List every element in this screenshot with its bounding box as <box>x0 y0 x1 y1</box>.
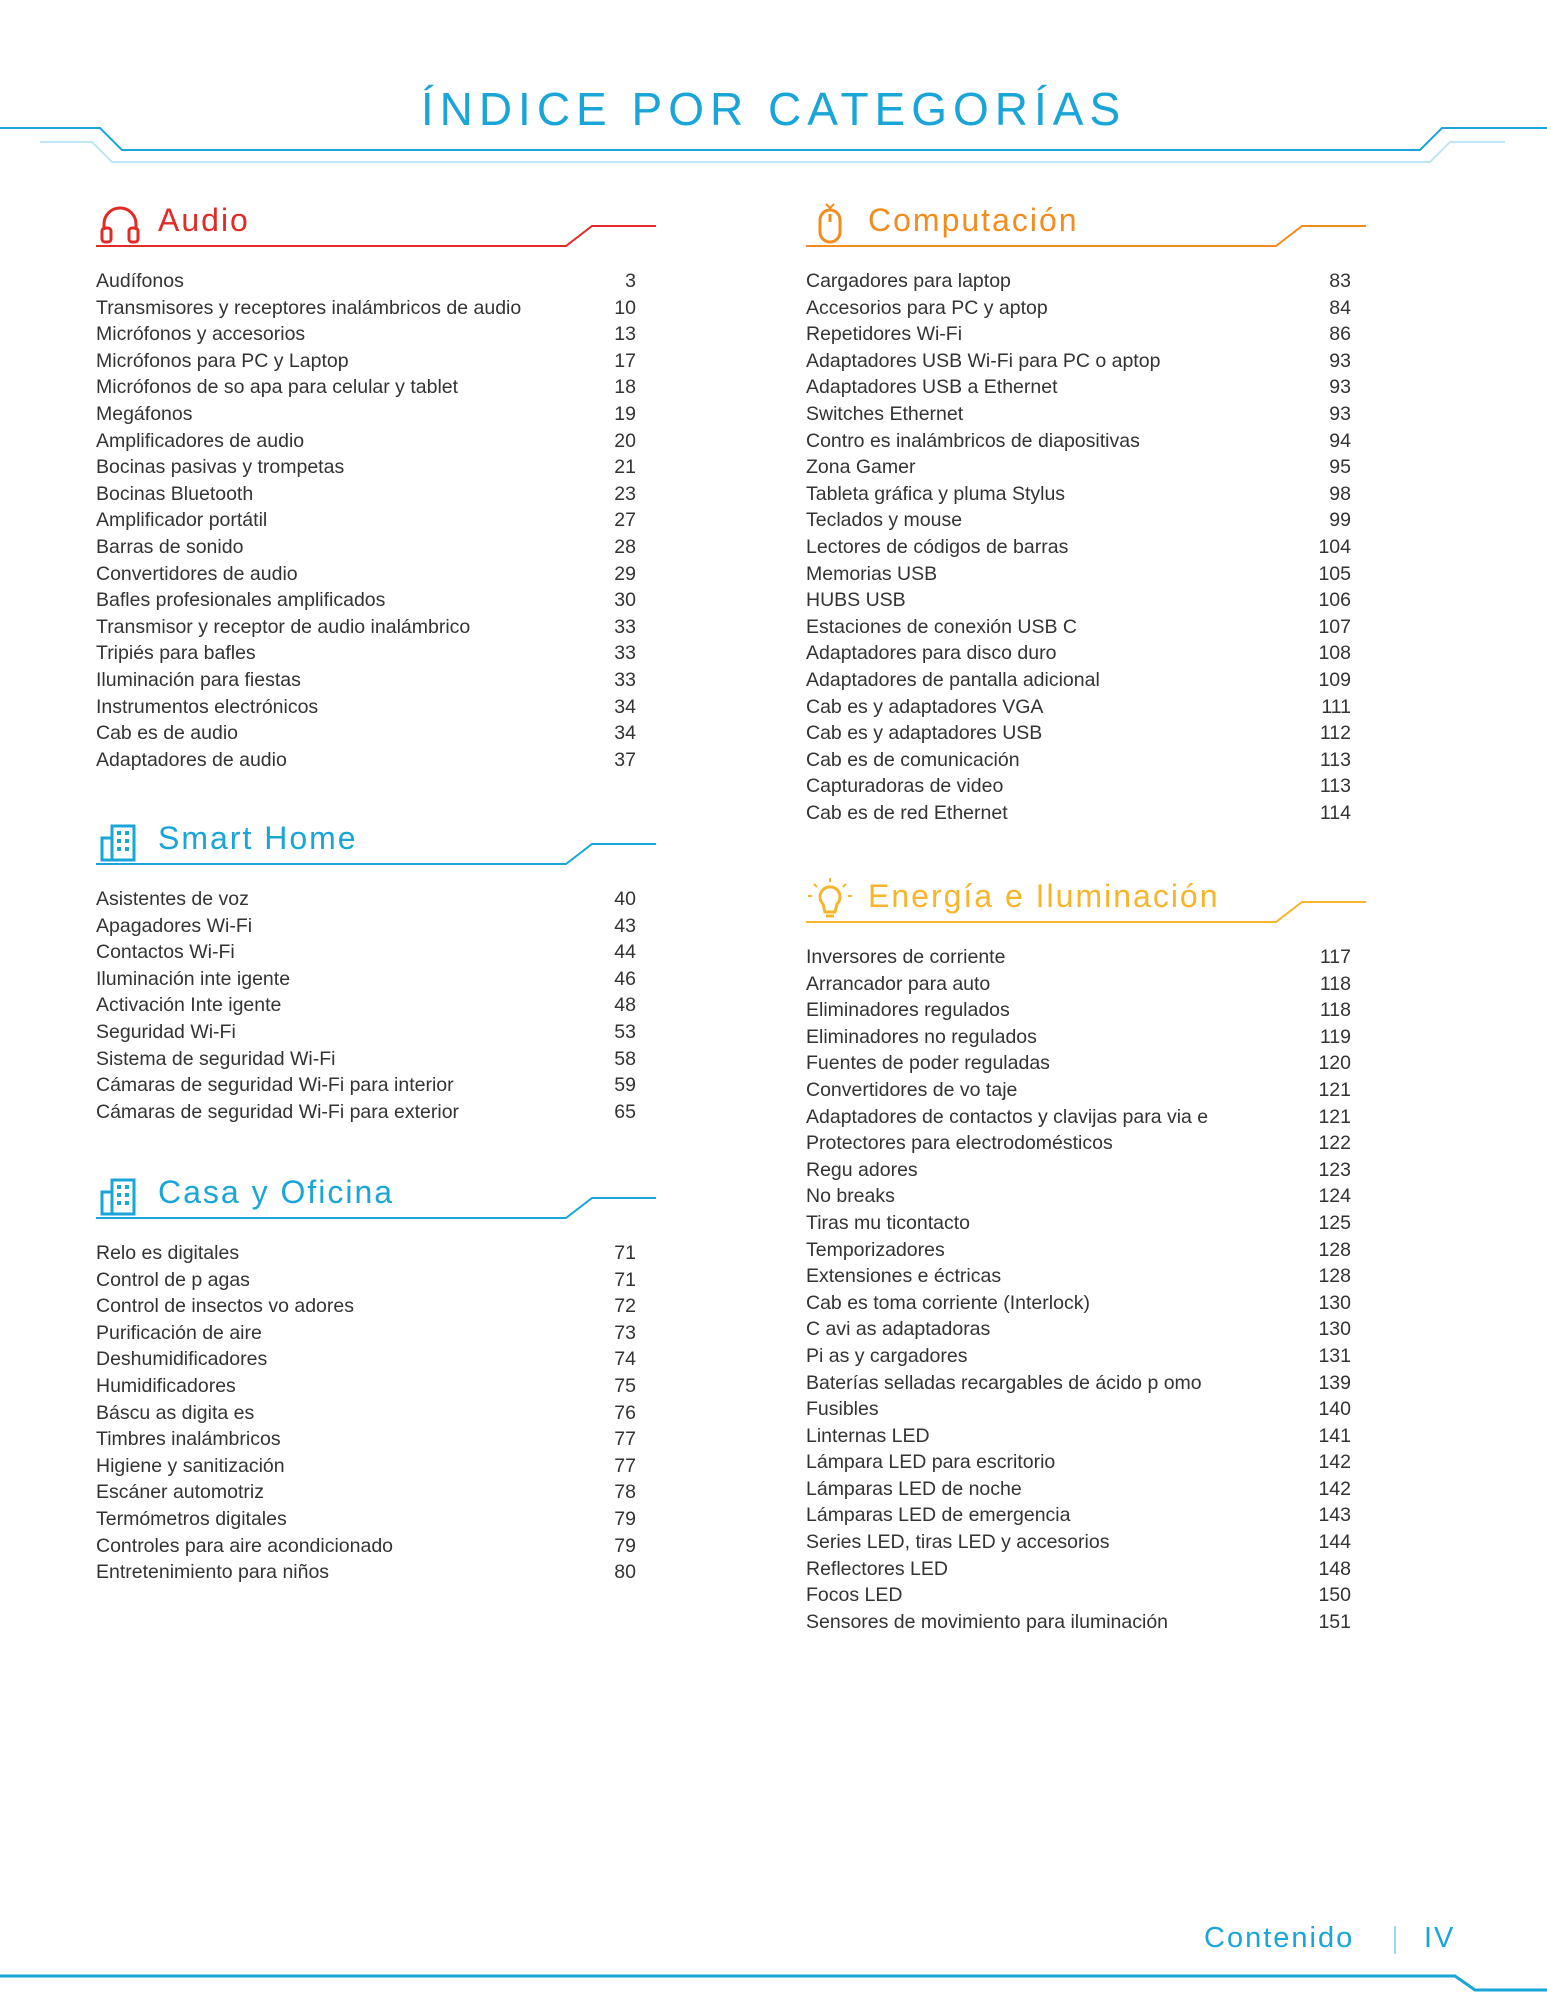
entry-list <box>806 268 1351 826</box>
entry-page-number: 148 <box>1318 1557 1351 1580</box>
index-entry <box>96 1293 636 1320</box>
index-entry <box>806 720 1351 747</box>
index-entry <box>96 1099 636 1126</box>
entry-page-number: 119 <box>1319 1025 1351 1048</box>
index-entry <box>806 747 1351 774</box>
index-entry <box>806 1476 1351 1503</box>
section-smart-home <box>96 814 636 1125</box>
entry-page-number: 128 <box>1318 1265 1351 1288</box>
entry-page-number: 34 <box>614 695 636 718</box>
index-entry <box>96 1240 636 1267</box>
entry-page-number: 120 <box>1318 1052 1351 1075</box>
index-entry <box>96 1320 636 1347</box>
index-entry <box>96 534 636 561</box>
entry-page-number: 80 <box>614 1561 636 1584</box>
entry-page-number: 44 <box>614 941 636 964</box>
mouse-icon <box>808 202 852 246</box>
entry-name: Adaptadores para disco duro <box>806 642 1057 665</box>
entry-list <box>96 886 636 1125</box>
entry-name: Micrófonos de so apa para celular y tablet <box>96 376 459 399</box>
entry-name: Contactos Wi-Fi <box>96 941 235 964</box>
entry-list <box>96 1240 636 1586</box>
entry-name: Sensores de movimiento para iluminación <box>806 1610 1169 1633</box>
entry-page-number: 109 <box>1318 668 1351 691</box>
entry-name: Arrancador para auto <box>806 972 991 995</box>
index-entry <box>96 1346 636 1373</box>
entry-page-number: 128 <box>1318 1238 1351 1261</box>
page-title: ÍNDICE POR CATEGORÍAS <box>420 83 1127 135</box>
entry-page-number: 95 <box>1329 456 1351 479</box>
index-entry <box>96 966 636 993</box>
entry-page-number: 30 <box>614 589 636 612</box>
index-entry <box>806 534 1351 561</box>
entry-name: Linternas LED <box>806 1424 930 1447</box>
entry-page-number: 75 <box>614 1374 636 1397</box>
section-computacion <box>806 196 1351 826</box>
entry-name: Accesorios para PC y aptop <box>806 296 1048 319</box>
index-entry <box>806 481 1351 508</box>
entry-name: Entretenimiento para niños <box>96 1561 330 1584</box>
entry-page-number: 105 <box>1318 562 1351 585</box>
entry-page-number: 122 <box>1318 1132 1351 1155</box>
entry-page-number: 72 <box>614 1295 636 1318</box>
index-entry <box>806 428 1351 455</box>
section-casa-oficina <box>96 1168 636 1586</box>
entry-name: Cab es y adaptadores VGA <box>806 695 1044 718</box>
entry-name: Fusibles <box>806 1398 879 1421</box>
index-entry <box>806 348 1351 375</box>
section-header <box>96 196 636 254</box>
entry-name: Convertidores de audio <box>96 562 298 585</box>
index-entry <box>806 1183 1351 1210</box>
entry-page-number: 86 <box>1329 323 1351 346</box>
index-entry <box>96 886 636 913</box>
entry-name: Bafles profesionales amplificados <box>96 589 386 612</box>
entry-page-number: 71 <box>614 1268 636 1291</box>
entry-page-number: 144 <box>1318 1531 1351 1554</box>
entry-page-number: 74 <box>614 1348 636 1371</box>
entry-name: Adaptadores USB a Ethernet <box>806 376 1058 399</box>
entry-name: Eliminadores regulados <box>806 999 1010 1022</box>
section-title: Smart Home <box>158 820 358 856</box>
entry-name: Barras de sonido <box>96 535 244 558</box>
section-title: Audio <box>158 202 250 238</box>
entry-page-number: 93 <box>1329 402 1351 425</box>
entry-page-number: 58 <box>614 1047 636 1070</box>
entry-page-number: 121 <box>1318 1078 1351 1101</box>
entry-name: Cab es de comunicación <box>806 748 1020 771</box>
index-entry <box>96 640 636 667</box>
index-entry <box>96 507 636 534</box>
entry-page-number: 107 <box>1318 615 1351 638</box>
index-entry <box>96 1426 636 1453</box>
entry-name: Control de insectos vo adores <box>96 1295 354 1318</box>
index-entry <box>96 992 636 1019</box>
entry-page-number: 79 <box>614 1534 636 1557</box>
index-entry <box>806 507 1351 534</box>
footer-separator <box>1394 1926 1396 1954</box>
index-entry <box>96 1072 636 1099</box>
index-entry <box>96 913 636 940</box>
index-entry <box>806 1104 1351 1131</box>
entry-name: Lámpara LED para escritorio <box>806 1451 1056 1474</box>
entry-page-number: 108 <box>1318 642 1351 665</box>
index-entry <box>96 1479 636 1506</box>
entry-name: Higiene y sanitización <box>96 1454 285 1477</box>
entry-name: Seguridad Wi-Fi <box>96 1020 236 1043</box>
entry-name: Pi as y cargadores <box>806 1344 968 1367</box>
entry-page-number: 125 <box>1318 1211 1351 1234</box>
entry-name: Estaciones de conexión USB C <box>806 615 1077 638</box>
index-entry <box>96 428 636 455</box>
index-entry <box>806 640 1351 667</box>
index-entry <box>96 295 636 322</box>
entry-page-number: 150 <box>1318 1584 1351 1607</box>
entry-name: Teclados y mouse <box>806 509 963 532</box>
index-entry <box>96 747 636 774</box>
entry-page-number: 83 <box>1329 270 1351 292</box>
entry-page-number: 93 <box>1329 376 1351 399</box>
index-entry <box>806 1263 1351 1290</box>
index-entry <box>96 401 636 428</box>
entry-name: Escáner automotriz <box>96 1481 264 1504</box>
index-entry <box>96 1506 636 1533</box>
index-entry <box>806 454 1351 481</box>
entry-name: Regu adores <box>806 1158 918 1181</box>
headphones-icon <box>98 202 142 246</box>
entry-page-number: 40 <box>614 888 636 910</box>
entry-list <box>806 944 1351 1635</box>
entry-name: Control de p agas <box>96 1268 250 1291</box>
index-entry <box>96 1019 636 1046</box>
entry-page-number: 121 <box>1318 1105 1351 1128</box>
entry-page-number: 130 <box>1318 1291 1351 1314</box>
index-entry <box>806 773 1351 800</box>
entry-name: Temporizadores <box>806 1238 945 1261</box>
index-entry <box>806 800 1351 827</box>
entry-name: Transmisores y receptores inalámbricos de audio <box>96 296 522 319</box>
entry-name: Cargadores para laptop <box>806 270 1011 292</box>
entry-page-number: 94 <box>1329 429 1351 452</box>
entry-name: Tripiés para bafles <box>96 642 256 665</box>
index-entry <box>96 614 636 641</box>
entry-page-number: 84 <box>1329 296 1351 319</box>
index-entry <box>96 1533 636 1560</box>
entry-name: C avi as adaptadoras <box>806 1318 991 1341</box>
entry-page-number: 76 <box>614 1401 636 1424</box>
entry-name: Cab es y adaptadores USB <box>806 722 1043 745</box>
entry-name: No breaks <box>806 1185 895 1208</box>
index-entry <box>96 667 636 694</box>
entry-page-number: 33 <box>614 642 636 665</box>
entry-page-number: 3 <box>625 270 636 292</box>
entry-page-number: 27 <box>614 509 636 532</box>
entry-page-number: 17 <box>614 349 636 372</box>
entry-name: Cab es toma corriente (Interlock) <box>806 1291 1090 1314</box>
entry-name: Iluminación para fiestas <box>96 668 301 691</box>
index-entry <box>806 614 1351 641</box>
index-entry <box>96 1373 636 1400</box>
index-entry <box>806 1077 1351 1104</box>
footer-label: Contenido <box>1204 1922 1355 1954</box>
section-header <box>96 1168 636 1226</box>
entry-name: Lámparas LED de emergencia <box>806 1504 1071 1527</box>
entry-name: Audífonos <box>96 270 184 292</box>
index-entry <box>806 401 1351 428</box>
entry-name: Tableta gráfica y pluma Stylus <box>806 482 1066 505</box>
entry-name: Switches Ethernet <box>806 402 964 425</box>
index-entry <box>806 1609 1351 1636</box>
index-entry <box>96 1046 636 1073</box>
entry-page-number: 19 <box>614 402 636 425</box>
index-entry <box>806 561 1351 588</box>
entry-page-number: 46 <box>614 967 636 990</box>
section-header <box>806 872 1351 930</box>
entry-name: Megáfonos <box>96 402 193 425</box>
index-entry <box>806 1423 1351 1450</box>
entry-page-number: 117 <box>1319 946 1351 968</box>
index-entry <box>806 374 1351 401</box>
entry-page-number: 48 <box>614 994 636 1017</box>
entry-name: Asistentes de voz <box>96 888 249 910</box>
index-entry <box>96 454 636 481</box>
entry-page-number: 112 <box>1319 722 1351 745</box>
index-entry <box>806 268 1351 295</box>
lightbulb-icon <box>808 878 852 922</box>
entry-name: Fuentes de poder reguladas <box>806 1052 1050 1075</box>
entry-name: Contro es inalámbricos de diapositivas <box>806 429 1140 452</box>
entry-name: Timbres inalámbricos <box>96 1428 281 1451</box>
index-entry <box>806 1582 1351 1609</box>
entry-name: Transmisor y receptor de audio inalámbrico <box>96 615 471 638</box>
section-title: Computación <box>868 202 1079 238</box>
entry-name: Inversores de corriente <box>806 946 1006 968</box>
entry-name: Adaptadores USB Wi-Fi para PC o aptop <box>806 349 1161 372</box>
entry-page-number: 114 <box>1319 801 1351 824</box>
index-entry <box>96 348 636 375</box>
entry-page-number: 106 <box>1318 589 1351 612</box>
entry-name: Capturadoras de video <box>806 775 1004 798</box>
entry-name: Extensiones e éctricas <box>806 1265 1002 1288</box>
entry-page-number: 77 <box>614 1428 636 1451</box>
entry-page-number: 59 <box>614 1074 636 1097</box>
index-entry <box>96 720 636 747</box>
index-entry <box>806 1449 1351 1476</box>
section-header <box>96 814 636 872</box>
entry-name: Amplificadores de audio <box>96 429 305 452</box>
entry-name: Adaptadores de audio <box>96 748 287 771</box>
entry-page-number: 33 <box>614 615 636 638</box>
index-entry <box>806 1237 1351 1264</box>
index-entry <box>96 481 636 508</box>
entry-name: Activación Inte igente <box>96 994 282 1017</box>
entry-page-number: 141 <box>1318 1424 1351 1447</box>
index-entry <box>806 1130 1351 1157</box>
entry-page-number: 143 <box>1318 1504 1351 1527</box>
entry-name: Cab es de red Ethernet <box>806 801 1008 824</box>
entry-name: Sistema de seguridad Wi-Fi <box>96 1047 336 1070</box>
entry-page-number: 18 <box>614 376 636 399</box>
entry-name: Cámaras de seguridad Wi-Fi para exterior <box>96 1100 460 1123</box>
entry-name: Apagadores Wi-Fi <box>96 914 253 937</box>
entry-page-number: 20 <box>614 429 636 452</box>
entry-name: Deshumidificadores <box>96 1348 268 1371</box>
entry-page-number: 13 <box>614 323 636 346</box>
index-entry <box>96 587 636 614</box>
entry-name: Adaptadores de pantalla adicional <box>806 668 1100 691</box>
index-entry <box>96 374 636 401</box>
entry-name: Purificación de aire <box>96 1321 262 1344</box>
entry-page-number: 113 <box>1319 748 1351 771</box>
entry-page-number: 77 <box>614 1454 636 1477</box>
index-entry <box>806 1396 1351 1423</box>
entry-page-number: 118 <box>1319 999 1351 1022</box>
entry-page-number: 130 <box>1318 1318 1351 1341</box>
entry-name: Eliminadores no regulados <box>806 1025 1037 1048</box>
entry-name: Series LED, tiras LED y accesorios <box>806 1531 1110 1554</box>
entry-page-number: 123 <box>1318 1158 1351 1181</box>
index-entry <box>806 321 1351 348</box>
entry-name: Micrófonos y accesorios <box>96 323 306 346</box>
index-entry <box>806 1502 1351 1529</box>
entry-page-number: 28 <box>614 535 636 558</box>
index-entry <box>806 1370 1351 1397</box>
index-entry <box>96 1267 636 1294</box>
index-entry <box>96 1400 636 1427</box>
index-entry <box>96 694 636 721</box>
index-entry <box>806 1556 1351 1583</box>
entry-name: Repetidores Wi-Fi <box>806 323 963 346</box>
entry-page-number: 71 <box>614 1242 636 1264</box>
index-entry <box>806 1316 1351 1343</box>
entry-name: Baterías selladas recargables de ácido p omo <box>806 1371 1202 1394</box>
entry-name: Protectores para electrodomésticos <box>806 1132 1113 1155</box>
building-icon <box>98 820 142 864</box>
entry-name: Convertidores de vo taje <box>806 1078 1018 1101</box>
entry-page-number: 98 <box>1329 482 1351 505</box>
entry-name: Humidificadores <box>96 1374 236 1397</box>
entry-page-number: 10 <box>614 296 636 319</box>
entry-page-number: 78 <box>614 1481 636 1504</box>
index-entry <box>806 971 1351 998</box>
entry-page-number: 142 <box>1318 1451 1351 1474</box>
entry-name: Lámparas LED de noche <box>806 1477 1022 1500</box>
section-title: Casa y Oficina <box>158 1174 395 1210</box>
entry-name: Báscu as digita es <box>96 1401 255 1424</box>
entry-name: Iluminación inte igente <box>96 967 291 990</box>
entry-page-number: 53 <box>614 1020 636 1043</box>
entry-name: Adaptadores de contactos y clavijas para via e <box>806 1105 1209 1128</box>
entry-name: Zona Gamer <box>806 456 916 479</box>
index-entry <box>806 1050 1351 1077</box>
index-entry <box>806 997 1351 1024</box>
section-header <box>806 196 1351 254</box>
index-entry <box>96 939 636 966</box>
entry-page-number: 65 <box>614 1100 636 1123</box>
index-entry <box>806 694 1351 721</box>
entry-page-number: 111 <box>1321 695 1351 718</box>
entry-name: HUBS USB <box>806 589 906 612</box>
index-entry <box>806 1210 1351 1237</box>
entry-page-number: 37 <box>614 748 636 771</box>
entry-name: Reflectores LED <box>806 1557 948 1580</box>
entry-page-number: 99 <box>1329 509 1351 532</box>
index-entry <box>806 667 1351 694</box>
section-title: Energía e Iluminación <box>868 878 1220 914</box>
office-building-icon <box>98 1174 142 1218</box>
entry-name: Bocinas pasivas y trompetas <box>96 456 345 479</box>
footer-page-number: IV <box>1424 1922 1456 1954</box>
entry-page-number: 29 <box>614 562 636 585</box>
entry-page-number: 124 <box>1318 1185 1351 1208</box>
index-entry <box>96 321 636 348</box>
entry-name: Bocinas Bluetooth <box>96 482 254 505</box>
entry-page-number: 79 <box>614 1507 636 1530</box>
entry-name: Lectores de códigos de barras <box>806 535 1069 558</box>
entry-page-number: 21 <box>614 456 636 479</box>
entry-page-number: 34 <box>614 722 636 745</box>
entry-page-number: 73 <box>614 1321 636 1344</box>
entry-page-number: 139 <box>1318 1371 1351 1394</box>
entry-page-number: 43 <box>614 914 636 937</box>
entry-page-number: 142 <box>1318 1477 1351 1500</box>
entry-name: Termómetros digitales <box>96 1507 287 1530</box>
entry-page-number: 113 <box>1319 775 1351 798</box>
section-energia <box>806 872 1351 1635</box>
index-entry <box>806 1157 1351 1184</box>
index-entry <box>806 944 1351 971</box>
entry-page-number: 118 <box>1319 972 1351 995</box>
index-entry <box>806 1529 1351 1556</box>
entry-name: Memorias USB <box>806 562 938 585</box>
index-entry <box>96 1559 636 1586</box>
entry-page-number: 151 <box>1318 1610 1351 1633</box>
entry-name: Controles para aire acondicionado <box>96 1534 394 1557</box>
entry-page-number: 104 <box>1318 535 1351 558</box>
entry-name: Amplificador portátil <box>96 509 268 532</box>
index-entry <box>806 1024 1351 1051</box>
entry-name: Focos LED <box>806 1584 903 1607</box>
entry-name: Tiras mu ticontacto <box>806 1211 970 1234</box>
entry-name: Relo es digitales <box>96 1242 240 1264</box>
entry-page-number: 140 <box>1318 1398 1351 1421</box>
entry-page-number: 93 <box>1329 349 1351 372</box>
section-audio <box>96 196 636 773</box>
entry-name: Micrófonos para PC y Laptop <box>96 349 349 372</box>
index-entry <box>806 1343 1351 1370</box>
entry-name: Cab es de audio <box>96 722 239 745</box>
entry-page-number: 131 <box>1318 1344 1351 1367</box>
index-entry <box>806 295 1351 322</box>
index-entry <box>806 587 1351 614</box>
entry-page-number: 23 <box>614 482 636 505</box>
index-entry <box>806 1290 1351 1317</box>
entry-page-number: 33 <box>614 668 636 691</box>
index-entry <box>96 1453 636 1480</box>
index-entry <box>96 561 636 588</box>
entry-list <box>96 268 636 773</box>
entry-name: Cámaras de seguridad Wi-Fi para interior <box>96 1074 454 1097</box>
index-entry <box>96 268 636 295</box>
entry-name: Instrumentos electrónicos <box>96 695 319 718</box>
